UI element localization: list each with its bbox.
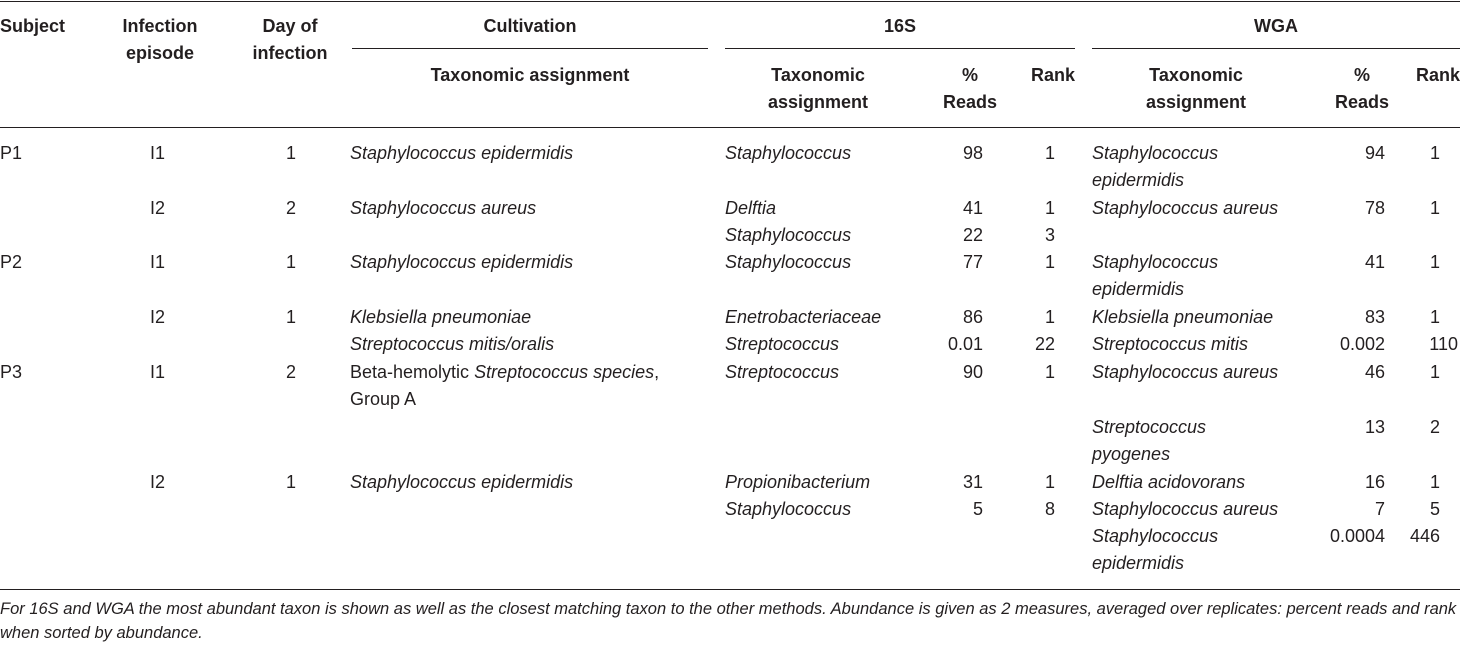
cell-16s-pct: 98 — [962, 143, 983, 163]
header-subject: Subject — [0, 16, 66, 36]
header-wga: WGA — [1254, 16, 1298, 36]
cell-episode: I2 — [150, 307, 166, 327]
cell-16s-taxon: Staphylococcus — [725, 143, 852, 163]
cell-16s-rank: 1 — [1044, 472, 1055, 492]
cell-wga-pct: 78 — [1364, 198, 1385, 218]
cell-wga-pct: 94 — [1364, 143, 1385, 163]
table-bottom-rule — [0, 589, 1460, 590]
cell-cultivation-taxon: Klebsiella pneumoniae — [350, 307, 532, 327]
cultivation-group-rule — [352, 48, 708, 49]
cell-16s-rank: 1 — [1044, 252, 1055, 272]
cell-day: 1 — [285, 252, 296, 272]
cell-wga-pct: 16 — [1364, 472, 1385, 492]
cell-16s-pct: 90 — [962, 362, 983, 382]
cell-16s-taxon: Staphylococcus — [725, 225, 852, 245]
cell-day: 1 — [285, 307, 296, 327]
cell-wga-rank: 1 — [1429, 472, 1440, 492]
wga-group-rule — [1092, 48, 1460, 49]
cell-wga-rank: 1 — [1429, 252, 1440, 272]
header-16s-pct-reads: % Reads — [942, 65, 998, 112]
cell-wga-taxon: Delftia acidovorans — [1092, 472, 1246, 492]
header-cultivation-taxonomic-assignment: Taxonomic assignment — [430, 65, 630, 85]
cell-16s-pct: 31 — [962, 472, 983, 492]
cell-episode: I1 — [150, 143, 166, 163]
cell-cultivation-taxon: Beta-hemolytic Streptococcus species, Group A — [350, 362, 660, 409]
cell-16s-taxon: Enetrobacteriaceae — [725, 307, 882, 327]
cell-16s-rank: 1 — [1044, 307, 1055, 327]
cell-wga-taxon: Streptococcus pyogenes — [1092, 417, 1207, 464]
cell-16s-pct: 5 — [972, 499, 983, 519]
cell-wga-taxon: Staphylococcus epidermidis — [1092, 143, 1219, 190]
cell-wga-taxon: Streptococcus mitis — [1092, 334, 1249, 354]
cell-day: 2 — [285, 198, 296, 218]
cell-wga-pct: 41 — [1364, 252, 1385, 272]
cell-wga-pct: 13 — [1364, 417, 1385, 437]
cell-episode: I2 — [150, 198, 166, 218]
cell-16s-rank: 1 — [1044, 198, 1055, 218]
cell-wga-rank: 446 — [1409, 526, 1440, 546]
cell-cultivation-taxon: Staphylococcus epidermidis — [350, 252, 574, 272]
cell-wga-taxon: Staphylococcus aureus — [1092, 362, 1279, 382]
cell-wga-rank: 1 — [1429, 362, 1440, 382]
cell-16s-pct: 0.01 — [947, 334, 983, 354]
cell-wga-rank: 1 — [1429, 307, 1440, 327]
header-infection-episode: Infection episode — [122, 16, 198, 63]
cell-day: 2 — [285, 362, 296, 382]
cell-wga-pct: 46 — [1364, 362, 1385, 382]
cell-wga-rank: 5 — [1429, 499, 1440, 519]
header-wga-rank: Rank — [1415, 65, 1460, 85]
cell-16s-pct: 22 — [962, 225, 983, 245]
cell-16s-pct: 41 — [962, 198, 983, 218]
cell-16s-rank: 22 — [1034, 334, 1055, 354]
cell-wga-rank: 1 — [1429, 143, 1440, 163]
cell-wga-taxon: Klebsiella pneumoniae — [1092, 307, 1274, 327]
header-16s-taxonomic-assignment: Taxonomic assignment — [767, 65, 869, 112]
cell-day: 1 — [285, 143, 296, 163]
cell-episode: I1 — [150, 362, 166, 382]
header-bottom-rule — [0, 127, 1460, 128]
header-16s-rank: Rank — [1030, 65, 1075, 85]
cell-episode: I1 — [150, 252, 166, 272]
cell-episode: I2 — [150, 472, 166, 492]
cell-cultivation-taxon: Staphylococcus epidermidis — [350, 143, 574, 163]
cell-wga-rank: 110 — [1429, 334, 1458, 354]
cell-wga-pct: 0.0004 — [1329, 526, 1385, 546]
cell-wga-rank: 2 — [1429, 417, 1440, 437]
cell-16s-rank: 1 — [1044, 362, 1055, 382]
table-footnote: For 16S and WGA the most abundant taxon is shown as well as the closest matching taxon to the other methods. Abundance is given as 2 measures, averaged over replicates: percent reads and rank when sorted by abundance. — [0, 600, 1457, 642]
cell-wga-pct: 83 — [1364, 307, 1385, 327]
cell-subject: P2 — [0, 252, 23, 272]
header-day-of-infection: Day of infection — [252, 16, 328, 63]
cell-cultivation-taxon: Staphylococcus aureus — [350, 198, 537, 218]
cell-16s-pct: 77 — [962, 252, 983, 272]
cell-wga-taxon: Staphylococcus epidermidis — [1092, 526, 1219, 573]
cell-cultivation-taxon: Streptococcus mitis/oralis — [350, 334, 555, 354]
cell-wga-pct: 0.002 — [1339, 334, 1385, 354]
header-16s: 16S — [883, 16, 917, 36]
cell-16s-taxon: Staphylococcus — [725, 499, 852, 519]
cell-wga-rank: 1 — [1429, 198, 1440, 218]
cell-day: 1 — [285, 472, 296, 492]
cell-cultivation-taxon: Staphylococcus epidermidis — [350, 472, 574, 492]
cell-16s-rank: 1 — [1044, 143, 1055, 163]
cell-16s-taxon: Staphylococcus — [725, 252, 852, 272]
cell-wga-taxon: Staphylococcus epidermidis — [1092, 252, 1219, 299]
16s-group-rule — [725, 48, 1075, 49]
header-wga-pct-reads: % Reads — [1334, 65, 1390, 112]
cell-16s-taxon: Streptococcus — [725, 362, 840, 382]
cell-wga-taxon: Staphylococcus aureus — [1092, 198, 1279, 218]
header-cultivation: Cultivation — [483, 16, 577, 36]
cell-16s-taxon: Delftia — [725, 198, 777, 218]
cell-subject: P1 — [0, 143, 23, 163]
cell-16s-taxon: Streptococcus — [725, 334, 840, 354]
table-top-rule — [0, 1, 1460, 2]
cell-16s-taxon: Propionibacterium — [725, 472, 871, 492]
cell-wga-taxon: Staphylococcus aureus — [1092, 499, 1279, 519]
cell-subject: P3 — [0, 362, 23, 382]
cell-16s-pct: 86 — [962, 307, 983, 327]
cell-wga-pct: 7 — [1374, 499, 1385, 519]
header-wga-taxonomic-assignment: Taxonomic assignment — [1145, 65, 1247, 112]
cell-16s-rank: 3 — [1044, 225, 1055, 245]
cell-16s-rank: 8 — [1044, 499, 1055, 519]
